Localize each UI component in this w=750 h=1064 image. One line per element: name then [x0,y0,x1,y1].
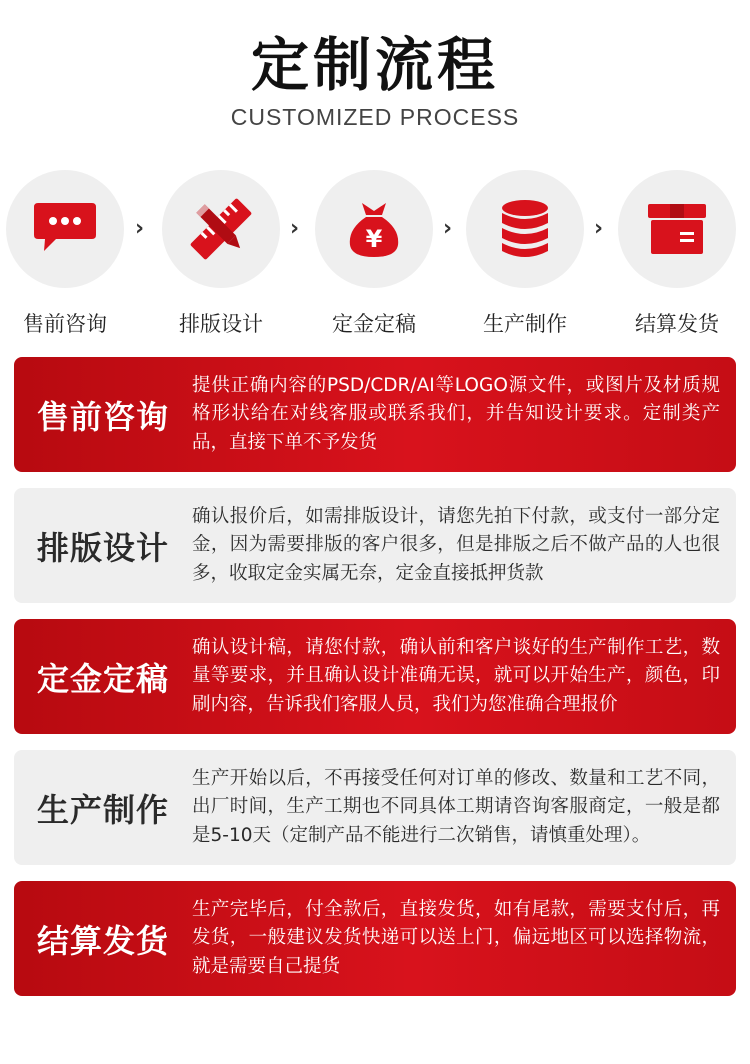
card-title: 结算发货 [36,921,169,960]
step-label: 结算发货 [635,312,719,336]
process-steps [0,170,750,336]
step-deposit [309,170,439,338]
pencil-ruler-icon [190,198,252,260]
step-label: 生产制作 [483,312,567,336]
card-description: 生产完毕后，付全款后，直接发货，如有尾款，需要支付后，再发货，一般建议发货快递可以送上门，偏远地区可以选择物流，就是需要自己提货 [192,898,720,977]
step-arrow-icon: › [594,216,604,241]
step-card-production [14,750,736,865]
step-icon-circle [6,170,124,288]
package-box-icon [646,202,708,256]
card-title: 生产制作 [36,790,169,829]
card-description: 生产开始以后，不再接受任何对订单的修改、数量和工艺不同，出厂时间，生产工期也不同具体工期请咨询客服商定，一般是都是5-10天（定制产品不能进行二次销售，请慎重处理）。 [192,767,720,846]
step-arrow-icon: › [443,216,453,241]
step-label: 售前咨询 [23,312,107,336]
step-card-design [14,488,736,603]
card-description: 确认报价后，如需排版设计，请您先拍下付款，或支付一部分定金，因为需要排版的客户很多，但是排版之后不做产品的人也很多，收取定金实属无奈，定金直接抵押货款 [192,505,720,584]
step-label: 定金定稿 [332,312,416,336]
card-description: 确认设计稿，请您付款，确认前和客户谈好的生产制作工艺，数量等要求，并且确认设计准确无误，就可以开始生产，颜色，印刷内容，告诉我们客服人员，我们为您准确合理报价 [192,636,720,715]
step-icon-circle [162,170,280,288]
step-card-deposit [14,619,736,734]
step-icon-circle [315,170,433,288]
database-stack-icon [500,199,550,259]
card-title: 排版设计 [36,528,169,567]
step-design [156,170,286,338]
step-card-consult [14,357,736,472]
money-bag-icon [344,199,404,259]
step-delivery [612,170,742,338]
step-arrow-icon: › [290,216,300,241]
step-consult [0,170,130,338]
svg-text:¥: ¥ [365,225,383,253]
step-icon-circle [618,170,736,288]
step-production [460,170,590,338]
page-title: 定制流程 [250,31,499,99]
chat-bubble-icon [32,201,98,257]
step-card-delivery [14,881,736,996]
page-subtitle: CUSTOMIZED PROCESS [230,104,520,130]
card-title: 定金定稿 [36,659,169,698]
card-title: 售前咨询 [36,397,169,436]
card-description: 提供正确内容的PSD/CDR/AI等LOGO源文件，或图片及材质规格形状给在对线客服或联系我们，并告知设计要求。定制类产品，直接下单不予发货 [192,374,720,453]
step-arrow-icon: › [135,216,145,241]
step-label: 排版设计 [179,312,263,336]
step-icon-circle [466,170,584,288]
